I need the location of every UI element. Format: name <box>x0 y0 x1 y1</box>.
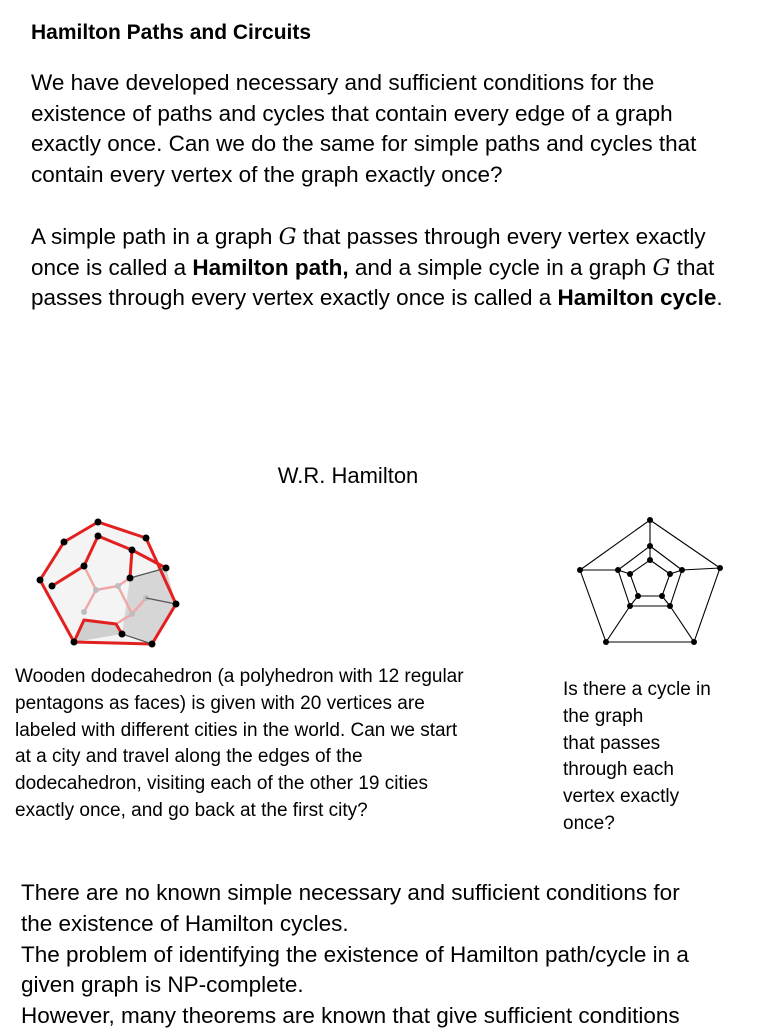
page-title: Hamilton Paths and Circuits <box>31 21 312 44</box>
definition-text: that passes through every vertex exactly once is called a <box>31 224 706 280</box>
question-line: that passes <box>563 732 661 754</box>
graph-edges <box>580 520 720 642</box>
dodecahedron-description: Wooden dodecahedron (a polyhedron with 12 regular pentagons as faces) is given with 20 vertices are labeled with different cities in the world. Can we start at a city and travel along the edges of the dodecahedron, visiting each of the other 19 cities exactly once, and go back at the first city? <box>15 666 464 821</box>
figure-caption: W.R. Hamilton <box>277 463 419 488</box>
dodecahedron-graph <box>572 512 732 652</box>
definition-text: and a simple cycle in a graph <box>348 254 653 280</box>
conclusion-line: given graph is NP-complete. <box>21 972 304 998</box>
question-line: Is there a cycle in <box>563 679 711 700</box>
graph-symbol: G <box>652 254 671 281</box>
hamilton-path-term: Hamilton path, <box>192 254 349 280</box>
conclusion-line: There are no known simple necessary and sufficient conditions for <box>21 880 680 905</box>
question-line: the graph <box>563 705 644 727</box>
definition-text: . <box>716 285 723 310</box>
definition-paragraph <box>31 222 741 314</box>
conclusion-text <box>21 878 751 1032</box>
dodecahedron-illustration <box>34 516 182 656</box>
question-line: once? <box>563 812 615 834</box>
graph-question <box>563 677 738 838</box>
conclusion-line: However, many theorems are known that give sufficient conditions <box>21 1003 680 1029</box>
question-line: through each <box>563 759 674 781</box>
definition-text: that passes through every vertex exactly once is called a <box>31 254 715 310</box>
conclusion-line: The problem of identifying the existence of Hamilton path/cycle in a <box>21 941 689 967</box>
hamilton-cycle-term: Hamilton cycle <box>557 285 717 310</box>
definition-text: A simple path in a graph <box>31 224 279 249</box>
graph-symbol: G <box>278 224 297 250</box>
intro-paragraph: We have developed necessary and sufficient conditions for the existence of paths and cycles that contain every edge of a graph exactly once. Can we do the same for simple paths and cycles that contain every vertex of the graph exactly once? <box>31 70 697 187</box>
question-line: vertex exactly <box>563 786 680 808</box>
conclusion-line: the existence of Hamilton cycles. <box>21 910 349 936</box>
